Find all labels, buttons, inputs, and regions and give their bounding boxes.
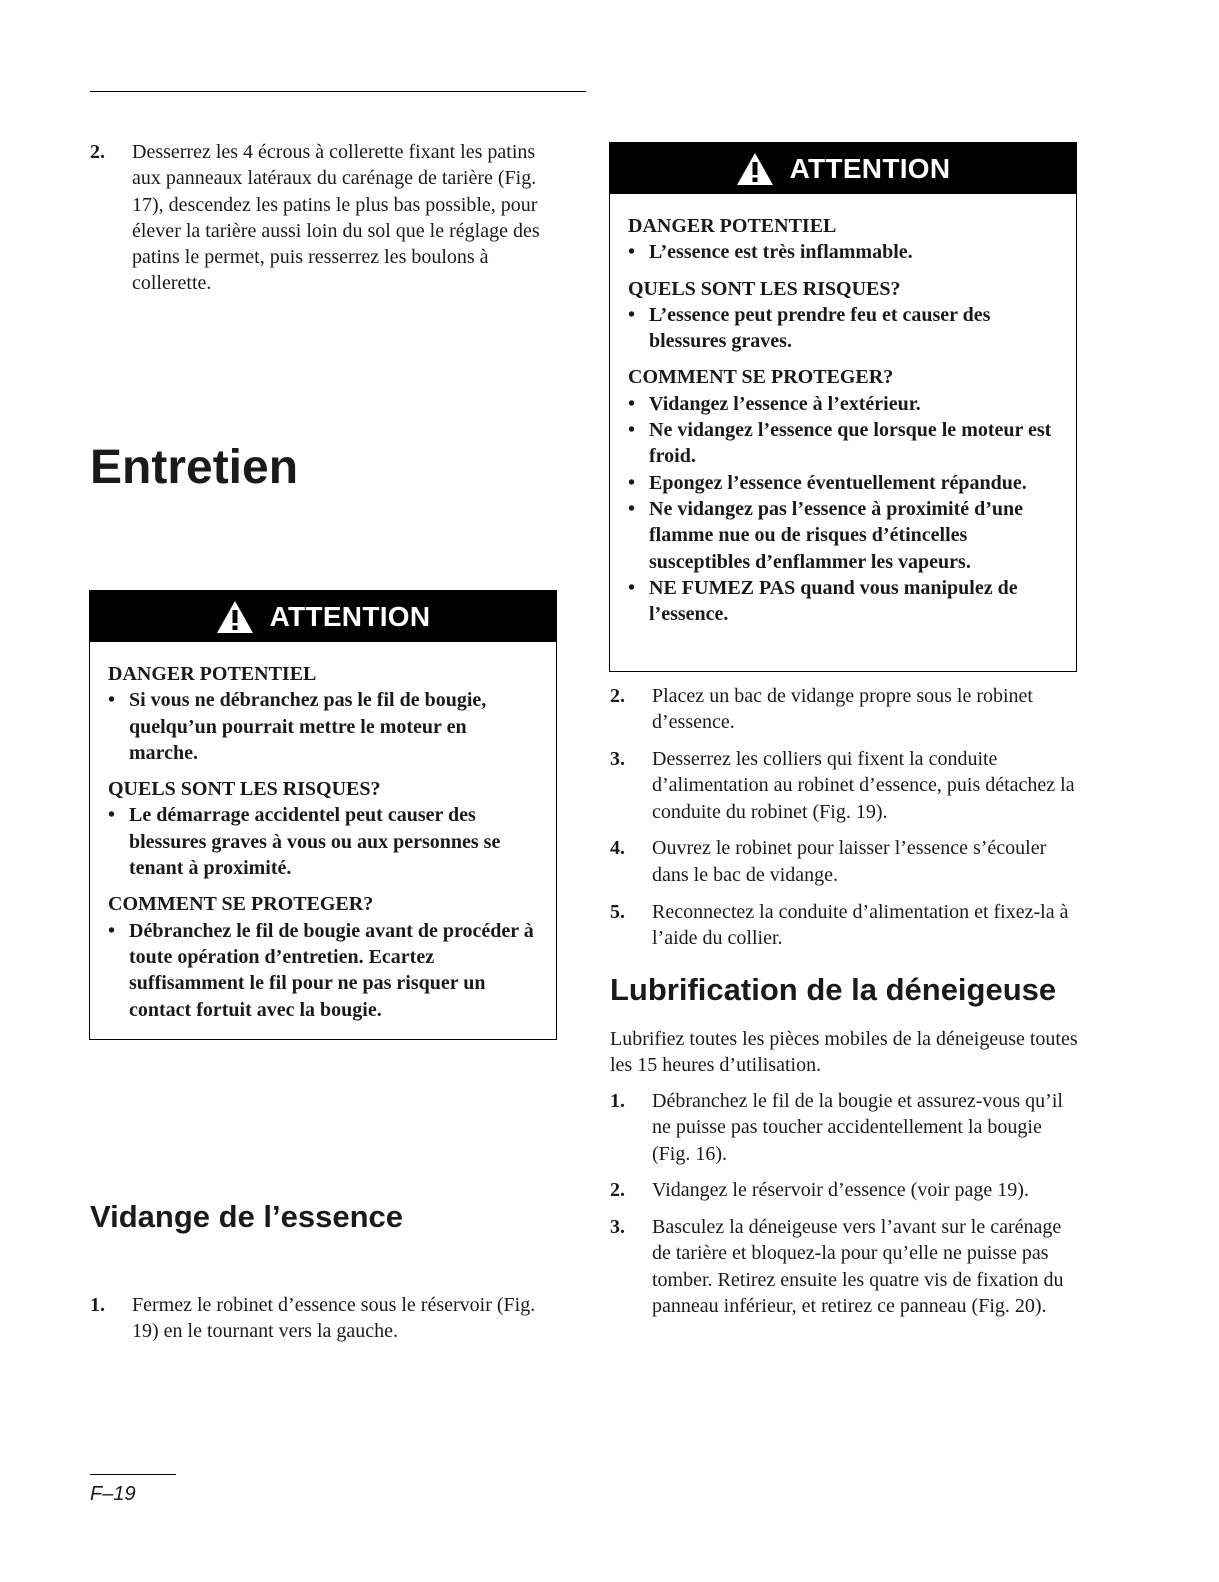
bullet-text: Le démarrage accidentel peut causer des blessures graves à vous ou aux personnes se tenant à proximité. bbox=[129, 804, 501, 880]
bullet-icon: • bbox=[628, 497, 636, 520]
step-number: 4. bbox=[610, 837, 625, 860]
warning-triangle-icon bbox=[216, 600, 254, 634]
bullet-icon: • bbox=[628, 392, 636, 415]
list-item bbox=[610, 1214, 1085, 1319]
bullet-icon: • bbox=[628, 303, 636, 326]
bullet-text: Epongez l’essence éventuellement répandue. bbox=[649, 471, 1027, 494]
bullet-icon: • bbox=[108, 804, 116, 827]
bullet-text: L’essence peut prendre feu et causer des blessures graves. bbox=[649, 303, 991, 353]
warning-bullet bbox=[628, 391, 1058, 417]
warning-bullet bbox=[628, 496, 1058, 575]
bullet-text: Vidangez l’essence à l’extérieur. bbox=[649, 392, 921, 415]
bullet-text: L’essence est très inflammable. bbox=[649, 241, 913, 264]
list-item bbox=[610, 746, 1085, 825]
bullet-icon: • bbox=[108, 689, 116, 712]
step-text: Ouvrez le robinet pour laisser l’essence s’écouler dans le bac de vidange. bbox=[652, 837, 1047, 886]
warning-body bbox=[90, 642, 556, 1023]
step-text: Débranchez le fil de la bougie et assurez-vous qu’il ne puisse pas toucher accidentellement la bougie (Fig. 16). bbox=[652, 1090, 1063, 1165]
warning-header-text: ATTENTION bbox=[269, 600, 431, 632]
section-title: Entretien bbox=[90, 441, 299, 494]
bullet-text: NE FUMEZ PAS quand vous manipulez de l’essence. bbox=[649, 576, 1018, 626]
warning-bullet bbox=[628, 470, 1058, 496]
bullet-icon: • bbox=[628, 576, 636, 599]
warning-group bbox=[628, 213, 1058, 266]
warning-group-title: DANGER POTENTIEL bbox=[628, 215, 837, 237]
step-number: 3. bbox=[610, 748, 625, 771]
warning-bullet bbox=[108, 687, 538, 766]
warning-group-title: DANGER POTENTIEL bbox=[108, 663, 317, 685]
step-text: Desserrez les colliers qui fixent la conduite d’alimentation au robinet d’essence, puis détachez la conduite du robinet (Fig. 19). bbox=[652, 748, 1075, 823]
warning-bullet bbox=[628, 575, 1058, 628]
step-number: 5. bbox=[610, 900, 625, 923]
warning-group-title: COMMENT SE PROTEGER? bbox=[628, 366, 894, 389]
lube-intro: Lubrifiez toutes les pièces mobiles de la déneigeuse toutes les 15 heures d’utilisation. bbox=[610, 1028, 1078, 1077]
bullet-text: Débranchez le fil de bougie avant de procéder à toute opération d’entretien. Ecartez suffisamment le fil pour ne pas risquer un contact fortuit avec la bougie. bbox=[129, 919, 534, 1021]
bullet-icon: • bbox=[628, 241, 636, 264]
top-rule bbox=[90, 91, 586, 92]
warning-header bbox=[610, 143, 1076, 194]
warning-bullet bbox=[628, 239, 1058, 265]
warning-group bbox=[628, 276, 1058, 355]
warning-header bbox=[90, 591, 556, 642]
warning-group-title: COMMENT SE PROTEGER? bbox=[108, 893, 374, 916]
warning-triangle-icon bbox=[736, 152, 774, 186]
drain-heading: Vidange de l’essence bbox=[90, 1199, 404, 1234]
list-item bbox=[610, 1088, 1085, 1167]
bullet-icon: • bbox=[108, 919, 116, 942]
step-number: 3. bbox=[610, 1216, 625, 1239]
step-text: Placez un bac de vidange propre sous le robinet d’essence. bbox=[652, 685, 1033, 734]
drain-steps-list bbox=[610, 683, 1085, 962]
warning-group bbox=[108, 891, 538, 1022]
step-text: Fermez le robinet d’essence sous le réservoir (Fig. 19) en le tournant vers la gauche. bbox=[132, 1294, 536, 1343]
left-step-2 bbox=[90, 139, 565, 297]
warning-header-text: ATTENTION bbox=[789, 152, 951, 184]
lube-heading: Lubrification de la déneigeuse bbox=[610, 972, 1057, 1007]
step-text: Reconnectez la conduite d’alimentation et fixez-la à l’aide du collier. bbox=[652, 900, 1069, 949]
step-text: Vidangez le réservoir d’essence (voir page 19). bbox=[652, 1179, 1029, 1202]
bullet-text: Ne vidangez l’essence que lorsque le moteur est froid. bbox=[649, 419, 1052, 468]
list-item bbox=[610, 683, 1085, 736]
warning-group bbox=[628, 364, 1058, 627]
warning-bullet bbox=[108, 802, 538, 881]
bullet-text: Si vous ne débranchez pas le fil de bougie, quelqu’un pourrait mettre le moteur en marche. bbox=[129, 689, 487, 764]
warning-group bbox=[108, 776, 538, 881]
step-text: Basculez la déneigeuse vers l’avant sur le carénage de tarière et bloquez-la pour qu’elle ne puisse pas tomber. Retirez ensuite les quatre vis de fixation du panneau inférieur, et retirez ce panneau (Fig. 20). bbox=[652, 1216, 1064, 1318]
step-number: 1. bbox=[90, 1294, 105, 1316]
step-number: 1. bbox=[610, 1090, 625, 1112]
warning-box-left bbox=[89, 590, 557, 1040]
step-number: 2. bbox=[610, 1179, 625, 1202]
list-item bbox=[610, 835, 1085, 888]
warning-group-title: QUELS SONT LES RISQUES? bbox=[628, 277, 901, 300]
left-drain-step-1 bbox=[90, 1292, 565, 1345]
warning-bullet bbox=[628, 302, 1058, 355]
list-item bbox=[610, 899, 1085, 952]
list-item bbox=[610, 1177, 1085, 1203]
bullet-icon: • bbox=[628, 471, 636, 494]
step-number: 2. bbox=[90, 141, 105, 163]
footer-rule bbox=[90, 1474, 176, 1475]
warning-body bbox=[610, 194, 1076, 627]
bullet-icon: • bbox=[628, 419, 636, 442]
bullet-text: Ne vidangez pas l’essence à proximité d’une flamme nue ou de risques d’étincelles susceptibles d’enflammer les vapeurs. bbox=[649, 497, 1024, 573]
step-number: 2. bbox=[610, 685, 625, 707]
warning-box-right bbox=[609, 142, 1077, 672]
warning-group bbox=[108, 661, 538, 766]
lube-steps-list bbox=[610, 1088, 1085, 1330]
warning-group-title: QUELS SONT LES RISQUES? bbox=[108, 778, 381, 801]
page-number: F–19 bbox=[90, 1483, 136, 1505]
step-text: Desserrez les 4 écrous à collerette fixant les patins aux panneaux latéraux du carénage de tarière (Fig. 17), descendez les patins le plus bas possible, pour élever la tarière aussi loin du sol que le réglage des patins le permet, puis resserrez les boulons à collerette. bbox=[132, 141, 540, 295]
warning-bullet bbox=[108, 918, 538, 1023]
warning-bullet bbox=[628, 417, 1058, 470]
